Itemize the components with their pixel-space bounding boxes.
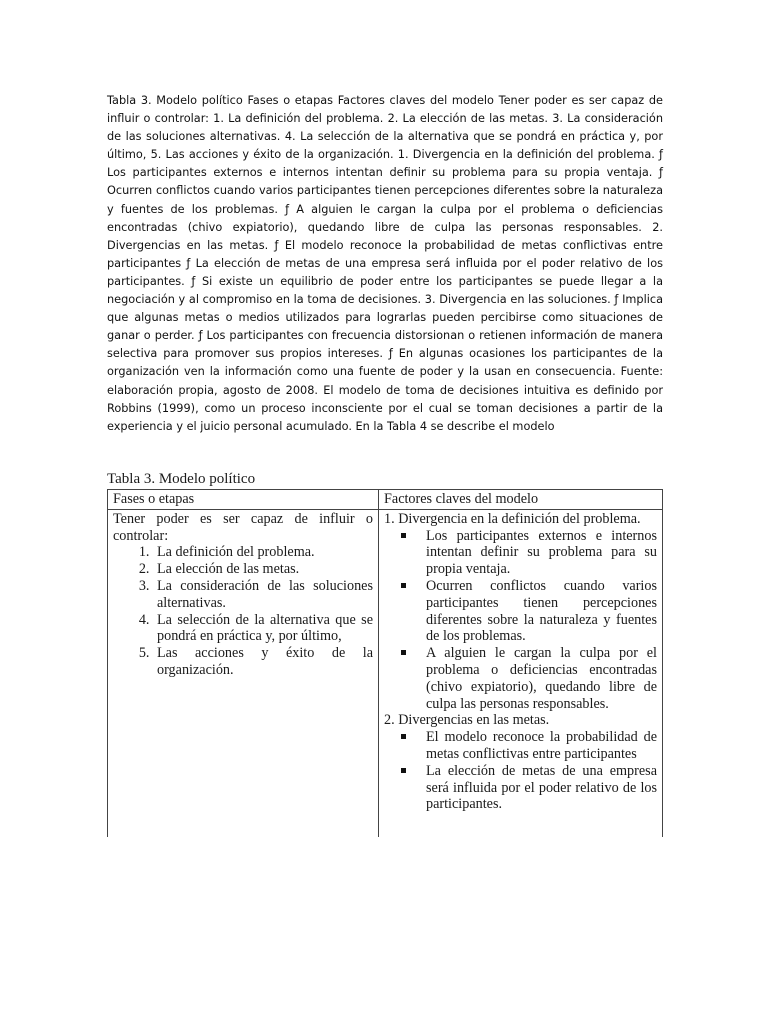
factor-bullet-list [384,528,657,713]
factor-bullet-text: A alguien le cargan la culpa por el problema o deficiencias encontradas (chivo expiatorio), quedando libre de culpa las personas responsables. [426,645,657,712]
body-paragraph: Tabla 3. Modelo político Fases o etapas Factores claves del modelo Tener poder es ser capaz de influir o controlar: 1. La definición del problema. 2. La elección de las metas. 3. La consideración de las soluciones alternativas. 4. La selección de la alternativa que se pondrá en práctica y, por último, 5. Las acciones y éxito de la organización. 1. Divergencia en la definición del problema. ƒ Los participantes externos e internos intentan definir su problema para su propia ventaja. ƒ Ocurren conflictos cuando varios participantes tienen percepciones diferentes sobre la naturaleza y fuentes de los problemas. ƒ A alguien le cargan la culpa por el problema o deficiencias encontradas (chivo expiatorio), quedando libre de culpa las personas responsables. 2. Divergencias en las metas. ƒ El modelo reconoce la probabilidad de metas conflictivas entre participantes ƒ La elección de metas de una empresa será influida por el poder relativo de los participantes. ƒ Si existe un equilibrio de poder entre los participantes se puede llegar a la negociación y al compromiso en la toma de decisiones. 3. Divergencia en las soluciones. ƒ Implica que algunas metas o medios utilizados para lograrlas pueden percibirse como situaciones de ganar o perder. ƒ Los participantes con frecuencia distorsionan o retienen información de manera selectiva para promover sus propios intereses. ƒ En algunas ocasiones los participantes de la organización ven la información como una fuente de poder y la usan en consecuencia. Fuente: elaboración propia, agosto de 2008. El modelo de toma de decisiones intuitiva es definido por Robbins (1999), como un proceso inconsciente por el cual se toman decisiones a partir de la experiencia y el juicio personal acumulado. En la Tabla 4 se describe el modelo [107,94,663,433]
phase-item: 1. La definición del problema. [153,544,373,561]
table-header-row [108,490,663,510]
square-bullet-icon [401,533,406,538]
factor-bullet-text: Los participantes externos e internos intentan definir su problema para su propia ventaja. [426,527,657,578]
cropped-continuation [384,813,657,837]
column-header-phases: Fases o etapas [108,490,379,510]
factors-cell [379,509,663,837]
phase-item: 2. La elección de las metas. [153,561,373,578]
phases-cell [108,509,379,837]
phases-list [113,544,373,678]
square-bullet-icon [401,734,406,739]
factor-bullet-text: La elección de metas de una empresa será influida por el poder relativo de los participantes. [426,762,657,813]
square-bullet-icon [401,768,406,773]
column-header-factors: Factores claves del modelo [379,490,663,510]
model-table [107,489,663,837]
factor-bullet [426,763,657,813]
factor-group-title: 2. Divergencias en las metas. [384,712,550,729]
factor-bullet [426,528,657,578]
factor-bullet [426,729,657,763]
phases-intro: Tener poder es ser capaz de influir o controlar: [113,510,373,544]
factor-bullet-list [384,729,657,813]
phase-item: 4. La selección de la alternativa que se pondrá en práctica y, por último, [153,612,373,646]
table-title: Tabla 3. Modelo político [107,471,256,487]
factor-group-title: 1. Divergencia en la definición del problema. [384,510,641,527]
table-figure [107,471,663,837]
phase-item: 3. La consideración de las soluciones alternativas. [153,578,373,612]
phase-item: 5. Las acciones y éxito de la organización. [153,645,373,679]
square-bullet-icon [401,583,406,588]
factor-bullet [426,645,657,712]
factor-bullet-text: Ocurren conflictos cuando varios participantes tienen percepciones diferentes sobre la naturaleza y fuentes de los problemas. [426,577,657,645]
factor-bullet [426,578,657,645]
factor-bullet-text: El modelo reconoce la probabilidad de metas conflictivas entre participantes [426,729,657,762]
square-bullet-icon [401,650,406,655]
table-row [108,509,663,837]
